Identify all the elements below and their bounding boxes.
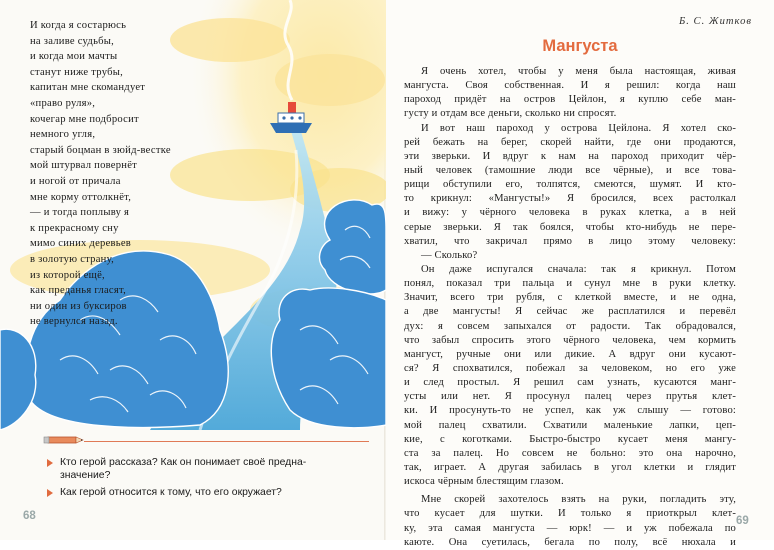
poem-line: старый боцман в зюйд-вестке [30,144,171,156]
left-page [0,0,386,540]
poem-line: и ногой от причала [30,175,121,187]
poem-line: немного угля, [30,129,96,141]
poem-line: станут ниже трубы, [30,66,124,78]
story-line: ки. И просунуть-то не успел, как уж слышу — готово: [404,405,736,417]
poem-line: к прекрасному сну [30,222,119,234]
section-divider [84,441,369,442]
story-line: ный человек (тамошние люди все чёрные), и все това- [404,164,736,176]
page-number-left: 68 [23,510,36,522]
story-line: серые зверьки. Я так боялся, чтобы кто-нибудь не пере- [404,221,736,233]
poem-line: на заливе судьбы, [30,35,115,47]
poem [30,18,260,330]
poem-line: кочегар мне подбросит [30,113,139,125]
story-line: мангуста. Своя собственная. И я решил: когда наш [404,80,736,92]
poem-line: мне корму оттолкнёт, [30,191,132,203]
story-line: ста за палец. Но совсем не больно: это она нарочно, [404,447,736,459]
story-line: хватил, что закричал прямо в лицо этому человеку: [404,235,736,247]
story-line: — Сколько? [421,249,478,261]
question-item [46,486,376,499]
story-line: понял, показал три пальца и сунул мне в руки клетку. [404,278,736,290]
story-line: И вот наш пароход у острова Цейлона. Я хотел ско- [421,122,736,134]
story-line: дух: я совсем запыхался от радости. Так обрадовался, [404,320,736,332]
story-line: каюте. Она суетилась, бегала по полу, всё нюхала и [404,536,736,548]
story-line: так, играет. А другая забилась в угол клетки и глядит [404,461,736,473]
author-name: Б. С. Житков [678,16,752,27]
poem-line: не вернулся назад. [30,316,118,328]
right-page [386,0,774,548]
story-line: усты или нет. Я просунул палец через прутья клет- [404,391,736,403]
story-title: Мангуста [542,37,618,55]
story-line: мангуст, ручные они или дикие. А вдруг они кусают- [404,348,736,360]
triangle-bullet-icon [47,459,53,467]
story-line: густу и отдам все деньги, сколько ни спросят. [404,108,617,120]
poem-line: мимо синих деревьев [30,238,132,250]
poem-line: И когда я состарюсь [30,20,127,31]
story-line: то крикнул: «Мангусты!» Я бросился, всех растолкал [404,193,736,205]
story-text [404,65,736,550]
question-text: Как герой относится к тому, что его окружает? [60,487,282,498]
story-line: что забыл спросить этого чёрного человека, чем кормить [404,334,736,346]
poem-line: — и тогда поплыву я [30,207,130,219]
pencil-icon [42,433,84,447]
story-line: Значит, всего три рубля, с клеткой вместе, и не одна, [404,292,736,304]
question-text: Кто герой рассказа? Как он понимает своё предна- значение? [60,457,307,481]
poem-line: и когда мои мачты [30,51,118,63]
story-line: кие, с коготками. Быстро-быстро кусает меня мангу- [404,433,736,445]
story-line: Он даже испугался сначала: так я крикнул. Потом [421,263,736,275]
story-line: Мне скорей захотелось взять на руки, погладить эту, [421,494,736,506]
story-line: пароход придёт на остров Цейлон, я куплю себе ман- [404,94,736,106]
poem-line: в золотую страну, [30,253,114,265]
story-line: Я очень хотел, чтобы у меня была настоящая, живая [421,66,736,77]
story-line: ся? Я спохватился, побежал за человеком, но его уже [404,362,736,374]
story-line: рищи обступили его, толпятся, смеются, шумят. И кто- [404,179,736,191]
poem-line: ни один из буксиров [30,300,127,312]
poem-line: «право руля», [30,97,96,109]
poem-line: капитан мне скомандует [30,82,146,94]
poem-line: из которой ещё, [30,269,105,281]
story-line: что кусает для шутки. И только я приоткрыл клет- [404,508,736,520]
triangle-bullet-icon [47,489,53,497]
questions-list [46,456,376,503]
poem-line: как преданья гласят, [30,285,126,297]
story-line: эти зверьки. И вдруг к нам на пароход приходит чёр- [404,150,736,162]
story-line: рей бежать на берег, скорей найти, где они продаются, [404,136,736,148]
poem-line: мой штурвал повернёт [30,160,138,172]
page-number-right: 69 [736,515,749,527]
question-item [46,456,376,482]
story-line: и вижу: у чёрного человека в руках клетка, а в ней [404,207,736,219]
story-line: а две мангусты! Я сейчас же расплатился и перевёл [404,306,736,318]
story-line: и след простыл. Я решил сам узнать, кусаются манг- [404,377,736,389]
story-line: ку, эта самая мангуста — юрк! — и уж побежала по [404,522,736,534]
story-line: мой палец схватили. Схватили маленькие лапки, цеп- [404,419,736,431]
story-line: искоса чёрным блестящим глазом. [404,476,564,488]
